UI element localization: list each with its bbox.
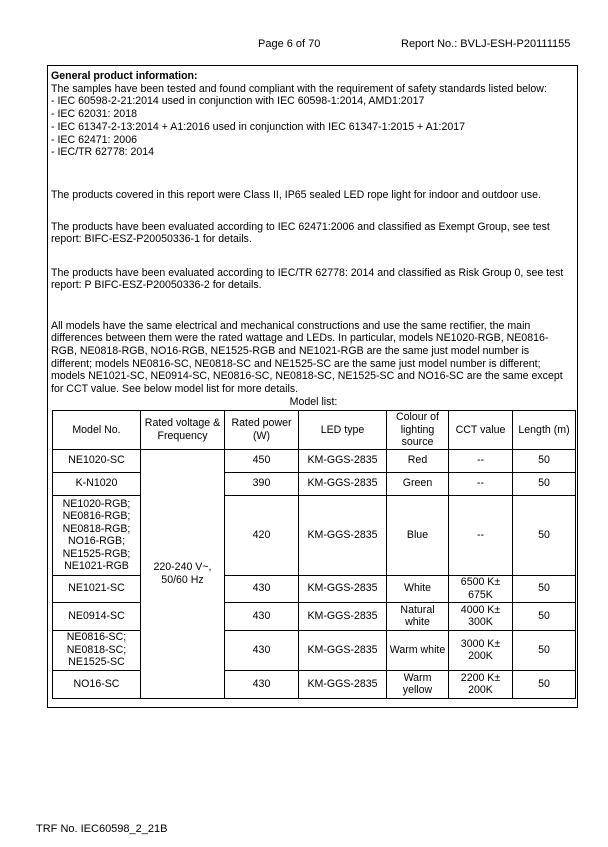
table-row: [53, 602, 576, 630]
standards-list: [51, 95, 572, 159]
cell-cct: --: [449, 449, 513, 472]
intro-text: The samples have been tested and found compliant with the requirement of safety standards listed below:: [51, 82, 547, 95]
standard-item: - IEC/TR 62778: 2014: [51, 146, 155, 159]
cell-led: KM-GGS-2835: [299, 495, 387, 575]
table-row: [53, 449, 576, 472]
section-title: General product information:: [51, 70, 198, 82]
table-caption: Model list:: [289, 396, 338, 408]
cell-length: 50: [513, 575, 576, 602]
table-row: [53, 670, 576, 698]
header-power: Rated power (W): [225, 411, 299, 450]
cell-length: 50: [513, 670, 576, 698]
standard-item: - IEC 61347-2-13:2014 + A1:2016 used in conjunction with IEC 61347-1:2015 + A1:2017: [51, 120, 466, 133]
standard-item: - IEC 60598-2-21:2014 used in conjunction with IEC 60598-1:2014, AMD1:2017: [51, 95, 425, 108]
cell-length: 50: [513, 495, 576, 575]
table-row: [53, 495, 576, 575]
info-top: [51, 70, 572, 159]
header-length: Length (m): [513, 411, 576, 450]
page-number: Page 6 of 70: [258, 38, 321, 50]
standard-item: - IEC 62031: 2018: [51, 108, 137, 121]
cell-colour: Warm yellow: [387, 670, 449, 698]
header-colour: Colour of lighting source: [387, 411, 449, 450]
cell-voltage: 220-240 V~, 50/60 Hz: [141, 449, 225, 698]
cell-model: K-N1020: [53, 472, 141, 495]
cell-length: 50: [513, 630, 576, 670]
report-number: Report No.: BVLJ-ESH-P20111155: [401, 38, 571, 50]
cell-colour: Warm white: [387, 630, 449, 670]
cell-led: KM-GGS-2835: [299, 670, 387, 698]
cell-model: NE1021-SC: [53, 575, 141, 602]
table-row: [53, 630, 576, 670]
models-paragraph: All models have the same electrical and mechanical constructions and use the same rectifier, the main differences between them were the rated wattage and LEDs. In particular, models NE1020-RGB, NE0816-RGB, NE0818-RGB, NO16-RGB, NE1525-RGB and NE1021-RGB are the same just model number is different; models NE0816-SC, NE0818-SC and NE1525-SC are the same just model number is different; models NE1021-SC, NE0914-SC, NE0816-SC, NE0818-SC, NE1525-SC and NO16-SC are the same except for CCT value. See below model list for more details.: [51, 319, 563, 396]
table-row: [53, 472, 576, 495]
cell-model: NE1020-RGB; NE0816-RGB; NE0818-RGB; NO16-RGB; NE1525-RGB; NE1021-RGB: [53, 495, 141, 575]
cell-led: KM-GGS-2835: [299, 575, 387, 602]
cell-power: 430: [225, 630, 299, 670]
cell-power: 430: [225, 575, 299, 602]
cell-led: KM-GGS-2835: [299, 472, 387, 495]
cell-model: NE0914-SC: [53, 602, 141, 630]
header-cct: CCT value: [449, 411, 513, 450]
cell-colour: Red: [387, 449, 449, 472]
cell-power: 430: [225, 602, 299, 630]
cell-colour: Green: [387, 472, 449, 495]
cell-colour: Natural white: [387, 602, 449, 630]
cell-cct: --: [449, 495, 513, 575]
iec62778-paragraph: The products have been evaluated according to IEC/TR 62778: 2014 and classified as Risk Group 0, see test report: P BIFC-ESZ-P20050336-2 for details.: [51, 266, 564, 292]
cell-model: NO16-SC: [53, 670, 141, 698]
cell-power: 420: [225, 495, 299, 575]
cell-length: 50: [513, 472, 576, 495]
cell-colour: Blue: [387, 495, 449, 575]
header-led: LED type: [299, 411, 387, 450]
trf-number: TRF No. IEC60598_2_21B: [36, 823, 168, 835]
cell-cct: 4000 K± 300K: [449, 602, 513, 630]
standard-item: - IEC 62471: 2006: [51, 133, 137, 146]
cell-led: KM-GGS-2835: [299, 449, 387, 472]
header-model: Model No.: [53, 411, 141, 450]
cell-cct: 6500 K± 675K: [449, 575, 513, 602]
cell-cct: --: [449, 472, 513, 495]
table-row: [53, 575, 576, 602]
cell-cct: 3000 K± 200K: [449, 630, 513, 670]
cell-led: KM-GGS-2835: [299, 602, 387, 630]
model-list-table: [52, 410, 576, 699]
cell-power: 430: [225, 670, 299, 698]
cell-led: KM-GGS-2835: [299, 630, 387, 670]
cell-colour: White: [387, 575, 449, 602]
cell-length: 50: [513, 449, 576, 472]
cell-model: NE0816-SC; NE0818-SC; NE1525-SC: [53, 630, 141, 670]
general-info-frame: [47, 65, 578, 708]
cell-model: NE1020-SC: [53, 449, 141, 472]
class-paragraph: The products covered in this report were Class II, IP65 sealed LED rope light for indoor and outdoor use.: [51, 188, 541, 201]
cell-length: 50: [513, 602, 576, 630]
cell-cct: 2200 K± 200K: [449, 670, 513, 698]
cell-power: 450: [225, 449, 299, 472]
table-header-row: [53, 411, 576, 450]
iec62471-paragraph: The products have been evaluated according to IEC 62471:2006 and classified as Exempt Group, see test report: BIFC-ESZ-P20050336-1 for details.: [51, 220, 550, 246]
header-voltage: Rated voltage & Frequency: [141, 411, 225, 450]
cell-power: 390: [225, 472, 299, 495]
